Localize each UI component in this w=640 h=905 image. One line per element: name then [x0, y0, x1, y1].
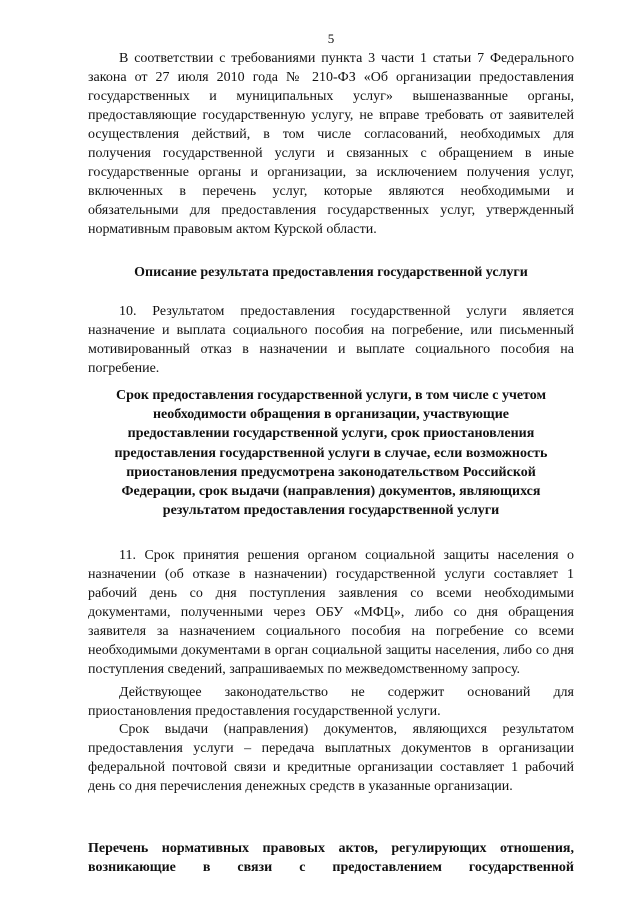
heading-legal-acts: Перечень нормативных правовых актов, регулирующих отношения, возникающие в связи с предоставлением государственной: [88, 841, 574, 875]
paragraph-decision-term: 11. Срок принятия решения органом социальной защиты населения о назначении (об отказе в назначении) государственной услуги составляет 1 рабочий день со дня поступления заявления со всеми необходимыми документами, полученными через ОБУ «МФЦ», либо со дня обращения заявителя за назначением социального пособия на погребение со всеми необходимыми документами в орган социальной защиты населения, либо со дня поступления сведений, запрашиваемых по межведомственному запросу.: [88, 548, 574, 677]
heading-service-result: Описание результата предоставления государственной услуги: [134, 265, 528, 280]
paragraph-suspension: Действующее законодательство не содержит оснований для приостановления предоставления государственной услуги.: [88, 685, 574, 719]
paragraph-service-result: 10. Результатом предоставления государственной услуги является назначение и выплата социального пособия на погребение, или письменный мотивированный отказ в назначении и выплате социального пособия на погребение.: [88, 304, 574, 376]
heading-service-term: Срок предоставления государственной услуги, в том числе с учетом необходимости обращения в организации, участвующие предоставлении государственной услуги, срок приостановления предоставления государственной услуги в случае, если возможность приостановления предусмотрена законодательством Российской Федерации, срок выдачи (направления) документов, являющихся результатом предоставления государственной услуги: [114, 388, 548, 519]
paragraph-issue-term: Срок выдачи (направления) документов, являющихся результатом предоставления услуги – передача выплатных документов в организации федеральной почтовой связи и кредитные организации составляет 1 рабочий день со дня перечисления денежных средств в указанные организации.: [88, 722, 574, 794]
page-number: 5: [327, 31, 335, 46]
paragraph-requirements: В соответствии с требованиями пункта 3 части 1 статьи 7 Федерального закона от 27 июля 2010 года № 210-ФЗ «Об организации предоставления государственных и муниципальных услуг» вышеназванные органы, предоставляющие государственную услугу, не вправе требовать от заявителей осуществления действий, в том числе согласований, необходимых для получения государственной услуги и связанных с обращением в иные государственные органы и организации, за исключением получения услуг, включенных в перечень услуг, которые являются необходимыми и обязательными для предоставления государственных услуг, утвержденный нормативным правовым актом Курской области.: [88, 51, 574, 237]
